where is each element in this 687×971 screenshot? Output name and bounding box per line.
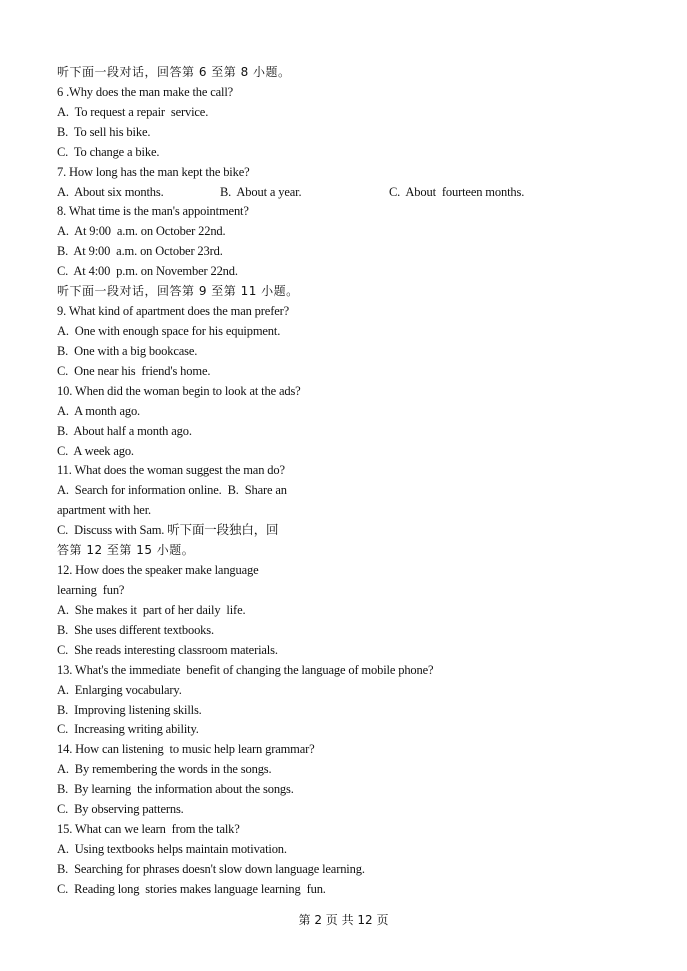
option-10b: B. About half a month ago. — [57, 423, 192, 438]
option-7b: B. About a year. — [220, 184, 302, 199]
option-6c: C. To change a bike. — [57, 144, 160, 159]
option-13a: A. Enlarging vocabulary. — [57, 682, 182, 697]
option-14b: B. By learning the information about the songs. — [57, 782, 294, 797]
question-13: 13. What's the immediate benefit of changing the language of mobile phone? — [57, 662, 434, 677]
option-12b: B. She uses different textbooks. — [57, 622, 214, 637]
option-11c-and-instruction: C. Discuss with Sam. 听下面一段独白，回 — [57, 523, 279, 538]
option-12c: C. She reads interesting classroom materials. — [57, 642, 278, 657]
option-6a: A. To request a repair service. — [57, 104, 209, 119]
option-8c: C. At 4:00 p.m. on November 22nd. — [57, 264, 238, 279]
option-6b: B. To sell his bike. — [57, 124, 151, 139]
question-9: 9. What kind of apartment does the man prefer? — [57, 304, 290, 319]
question-11: 11. What does the woman suggest the man do? — [57, 463, 285, 478]
option-10c: C. A week ago. — [57, 443, 134, 458]
page-number-footer: 第 2 页 共 12 页 — [298, 913, 389, 927]
option-9c: C. One near his friend's home. — [57, 363, 211, 378]
question-12: 12. How does the speaker make language — [57, 563, 259, 578]
option-11a-11b: A. Search for information online. B. Share an — [57, 483, 287, 498]
question-8: 8. What time is the man's appointment? — [57, 204, 249, 219]
question-15: 15. What can we learn from the talk? — [57, 822, 240, 837]
question-12-cont: learning fun? — [57, 582, 125, 597]
option-10a: A. A month ago. — [57, 403, 141, 418]
option-7a: A. About six months. — [57, 184, 164, 199]
option-14c: C. By observing patterns. — [57, 802, 184, 817]
option-11b-cont: apartment with her. — [57, 503, 151, 518]
section-instruction: 听下面一段对话，回答第 9 至第 11 小题。 — [57, 284, 299, 299]
question-7-options — [57, 183, 657, 203]
option-13b: B. Improving listening skills. — [57, 702, 202, 717]
section-instruction-cont: 答第 12 至第 15 小题。 — [57, 543, 195, 558]
question-14: 14. How can listening to music help learn grammar? — [57, 742, 315, 757]
question-10: 10. When did the woman begin to look at the ads? — [57, 383, 301, 398]
option-13c: C. Increasing writing ability. — [57, 722, 199, 737]
option-15b: B. Searching for phrases doesn't slow down language learning. — [57, 861, 365, 876]
question-6: 6 .Why does the man make the call? — [57, 84, 234, 99]
question-7: 7. How long has the man kept the bike? — [57, 164, 250, 179]
question-text-block — [57, 63, 657, 900]
option-7c: C. About fourteen months. — [389, 184, 525, 199]
option-8b: B. At 9:00 a.m. on October 23rd. — [57, 244, 223, 259]
section-instruction: 听下面一段对话，回答第 6 至第 8 小题。 — [57, 65, 291, 79]
option-15c: C. Reading long stories makes language learning fun. — [57, 881, 326, 896]
option-9a: A. One with enough space for his equipment. — [57, 323, 281, 338]
option-15a: A. Using textbooks helps maintain motivation. — [57, 841, 287, 856]
option-8a: A. At 9:00 a.m. on October 22nd. — [57, 224, 226, 239]
option-12a: A. She makes it part of her daily life. — [57, 602, 246, 617]
option-14a: A. By remembering the words in the songs. — [57, 762, 272, 777]
option-9b: B. One with a big bookcase. — [57, 343, 198, 358]
